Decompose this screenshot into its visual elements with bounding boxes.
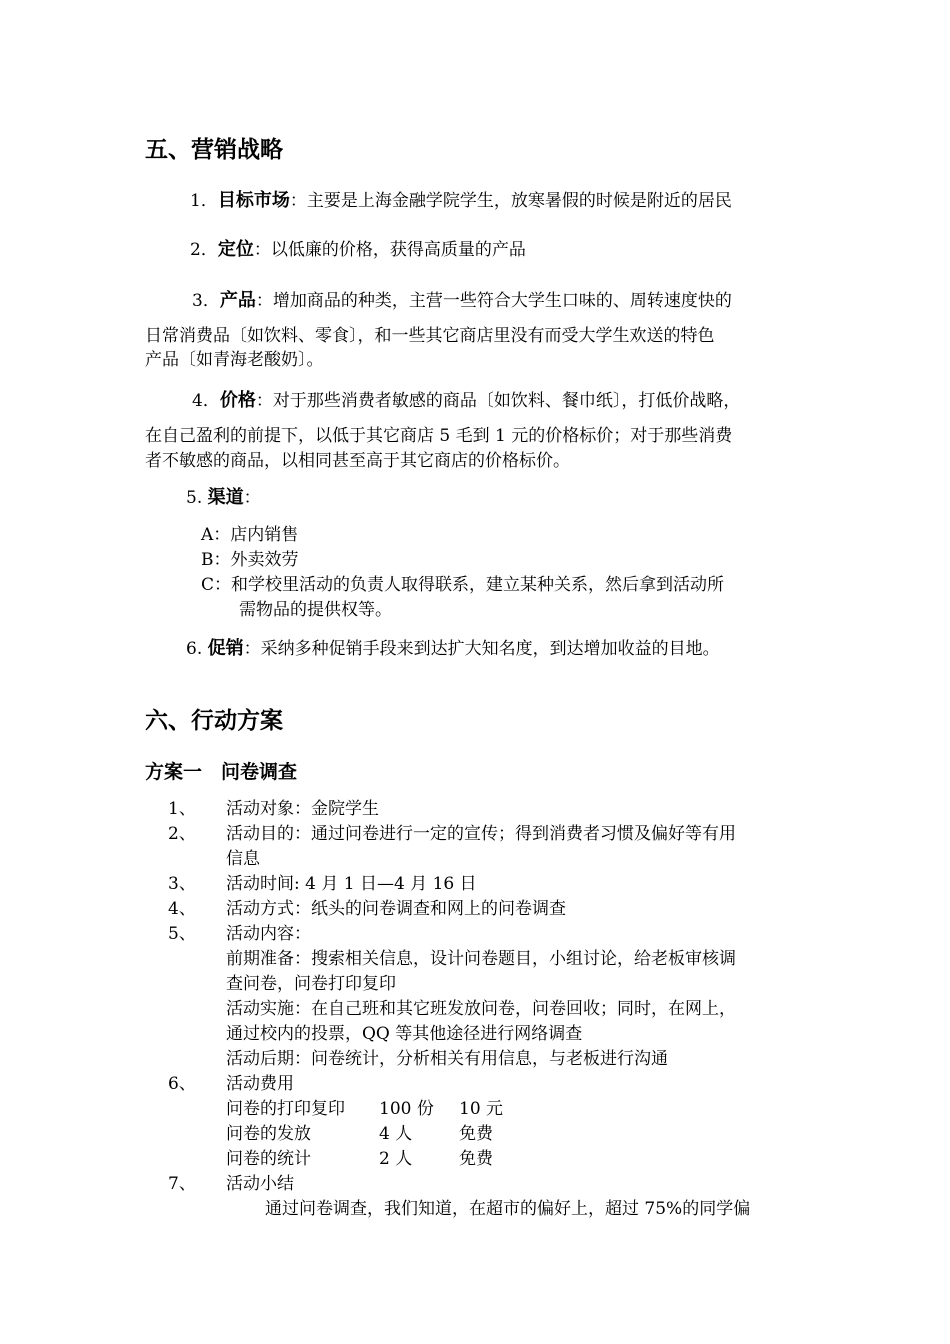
step-text-continued: 前期准备：搜索相关信息，设计问卷题目，小组讨论，给老板审核调 — [226, 949, 736, 969]
step-text: 活动费用 — [226, 1074, 294, 1094]
list-item — [186, 638, 720, 660]
item-term: 促销 — [207, 638, 244, 659]
step-text: 活动小结 — [226, 1174, 294, 1194]
channel-label: C： — [201, 575, 232, 595]
list-item — [190, 239, 526, 261]
cost-qty: 2 人 — [379, 1149, 413, 1169]
item-term: 价格 — [219, 390, 256, 411]
item-term: 定位 — [217, 239, 254, 260]
step-text: 活动方式：纸头的问卷调查和网上的问卷调查 — [226, 899, 566, 919]
channel-item — [201, 550, 299, 570]
step-number: 6、 — [168, 1074, 196, 1094]
item-number: 3． — [192, 291, 220, 311]
channel-item — [201, 525, 298, 545]
step-text: 活动对象：金院学生 — [226, 799, 379, 819]
list-item — [186, 487, 261, 509]
list-item — [192, 390, 740, 412]
item-term: 目标市场 — [217, 190, 290, 211]
item-text-continued: 者不敏感的商品，以相同甚至高于其它商店的价格标价。 — [145, 451, 570, 471]
step-number: 7、 — [168, 1174, 196, 1194]
cost-price: 10 元 — [459, 1099, 504, 1119]
cost-qty: 100 份 — [379, 1099, 434, 1119]
cost-item: 问卷的打印复印 — [226, 1099, 345, 1119]
cost-item: 问卷的发放 — [226, 1124, 311, 1144]
list-item — [192, 290, 732, 312]
cost-qty: 4 人 — [379, 1124, 413, 1144]
step-number: 2、 — [168, 824, 196, 844]
section-6-title: 六、行动方案 — [145, 708, 283, 734]
channel-item — [201, 575, 724, 595]
step-text-continued: 查问卷，问卷打印复印 — [226, 974, 396, 994]
channel-text-continued: 需物品的提供权等。 — [239, 600, 392, 620]
cost-price: 免费 — [459, 1149, 493, 1169]
step-text-continued: 通过校内的投票，QQ 等其他途径进行网络调查 — [226, 1024, 583, 1044]
item-text: ：主要是上海金融学院学生，放寒暑假的时候是附近的居民 — [289, 191, 732, 211]
item-text: ：采纳多种促销手段来到达扩大知名度，到达增加收益的目地。 — [243, 639, 720, 659]
item-number: 2． — [190, 240, 218, 260]
summary-text: 通过问卷调查，我们知道，在超市的偏好上，超过 75%的同学偏 — [265, 1199, 751, 1219]
item-text: ：对于那些消费者敏感的商品〔如饮料、餐巾纸〕，打低价战略， — [255, 391, 741, 411]
step-text: 活动内容： — [226, 924, 311, 944]
step-text-continued: 活动后期：问卷统计，分析相关有用信息，与老板进行沟通 — [226, 1049, 668, 1069]
channel-text: 店内销售 — [230, 525, 299, 545]
channel-text: 和学校里活动的负责人取得联系，建立某种关系，然后拿到活动所 — [231, 575, 725, 595]
item-number: 4． — [192, 391, 220, 411]
section-5-title: 五、营销战略 — [145, 137, 283, 163]
cost-item: 问卷的统计 — [226, 1149, 311, 1169]
list-item — [190, 190, 732, 212]
step-text-continued: 信息 — [226, 849, 260, 869]
step-number: 1、 — [168, 799, 196, 819]
step-number: 3、 — [168, 874, 196, 894]
item-text-continued: 日常消费品〔如饮料、零食〕，和一些其它商店里没有而受大学生欢送的特色 — [145, 326, 715, 346]
item-number: 1． — [190, 191, 218, 211]
item-text-continued: 产品〔如青海老酸奶〕。 — [145, 350, 324, 370]
item-text: ： — [243, 488, 261, 508]
step-text-continued: 活动实施：在自己班和其它班发放问卷，问卷回收；同时，在网上， — [226, 999, 736, 1019]
channel-label: A： — [201, 525, 231, 545]
item-term: 产品 — [219, 290, 256, 311]
item-text-continued: 在自己盈利的前提下，以低于其它商店 5 毛到 1 元的价格标价；对于那些消费 — [145, 426, 733, 446]
item-text: ：以低廉的价格，获得高质量的产品 — [253, 240, 526, 260]
cost-price: 免费 — [459, 1124, 493, 1144]
step-number: 4、 — [168, 899, 196, 919]
step-text: 活动目的：通过问卷进行一定的宣传；得到消费者习惯及偏好等有用 — [226, 824, 736, 844]
step-number: 5、 — [168, 924, 196, 944]
item-number: 5. — [186, 488, 203, 508]
channel-text: 外卖效劳 — [230, 550, 299, 570]
item-number: 6. — [186, 639, 203, 659]
item-text: ：增加商品的种类，主营一些符合大学生口味的、周转速度快的 — [255, 291, 732, 311]
step-text: 活动时间: 4 月 1 日—4 月 16 日 — [226, 874, 477, 894]
channel-label: B： — [201, 550, 231, 570]
item-term: 渠道 — [207, 487, 244, 508]
plan-title: 方案一 问卷调查 — [145, 761, 298, 783]
